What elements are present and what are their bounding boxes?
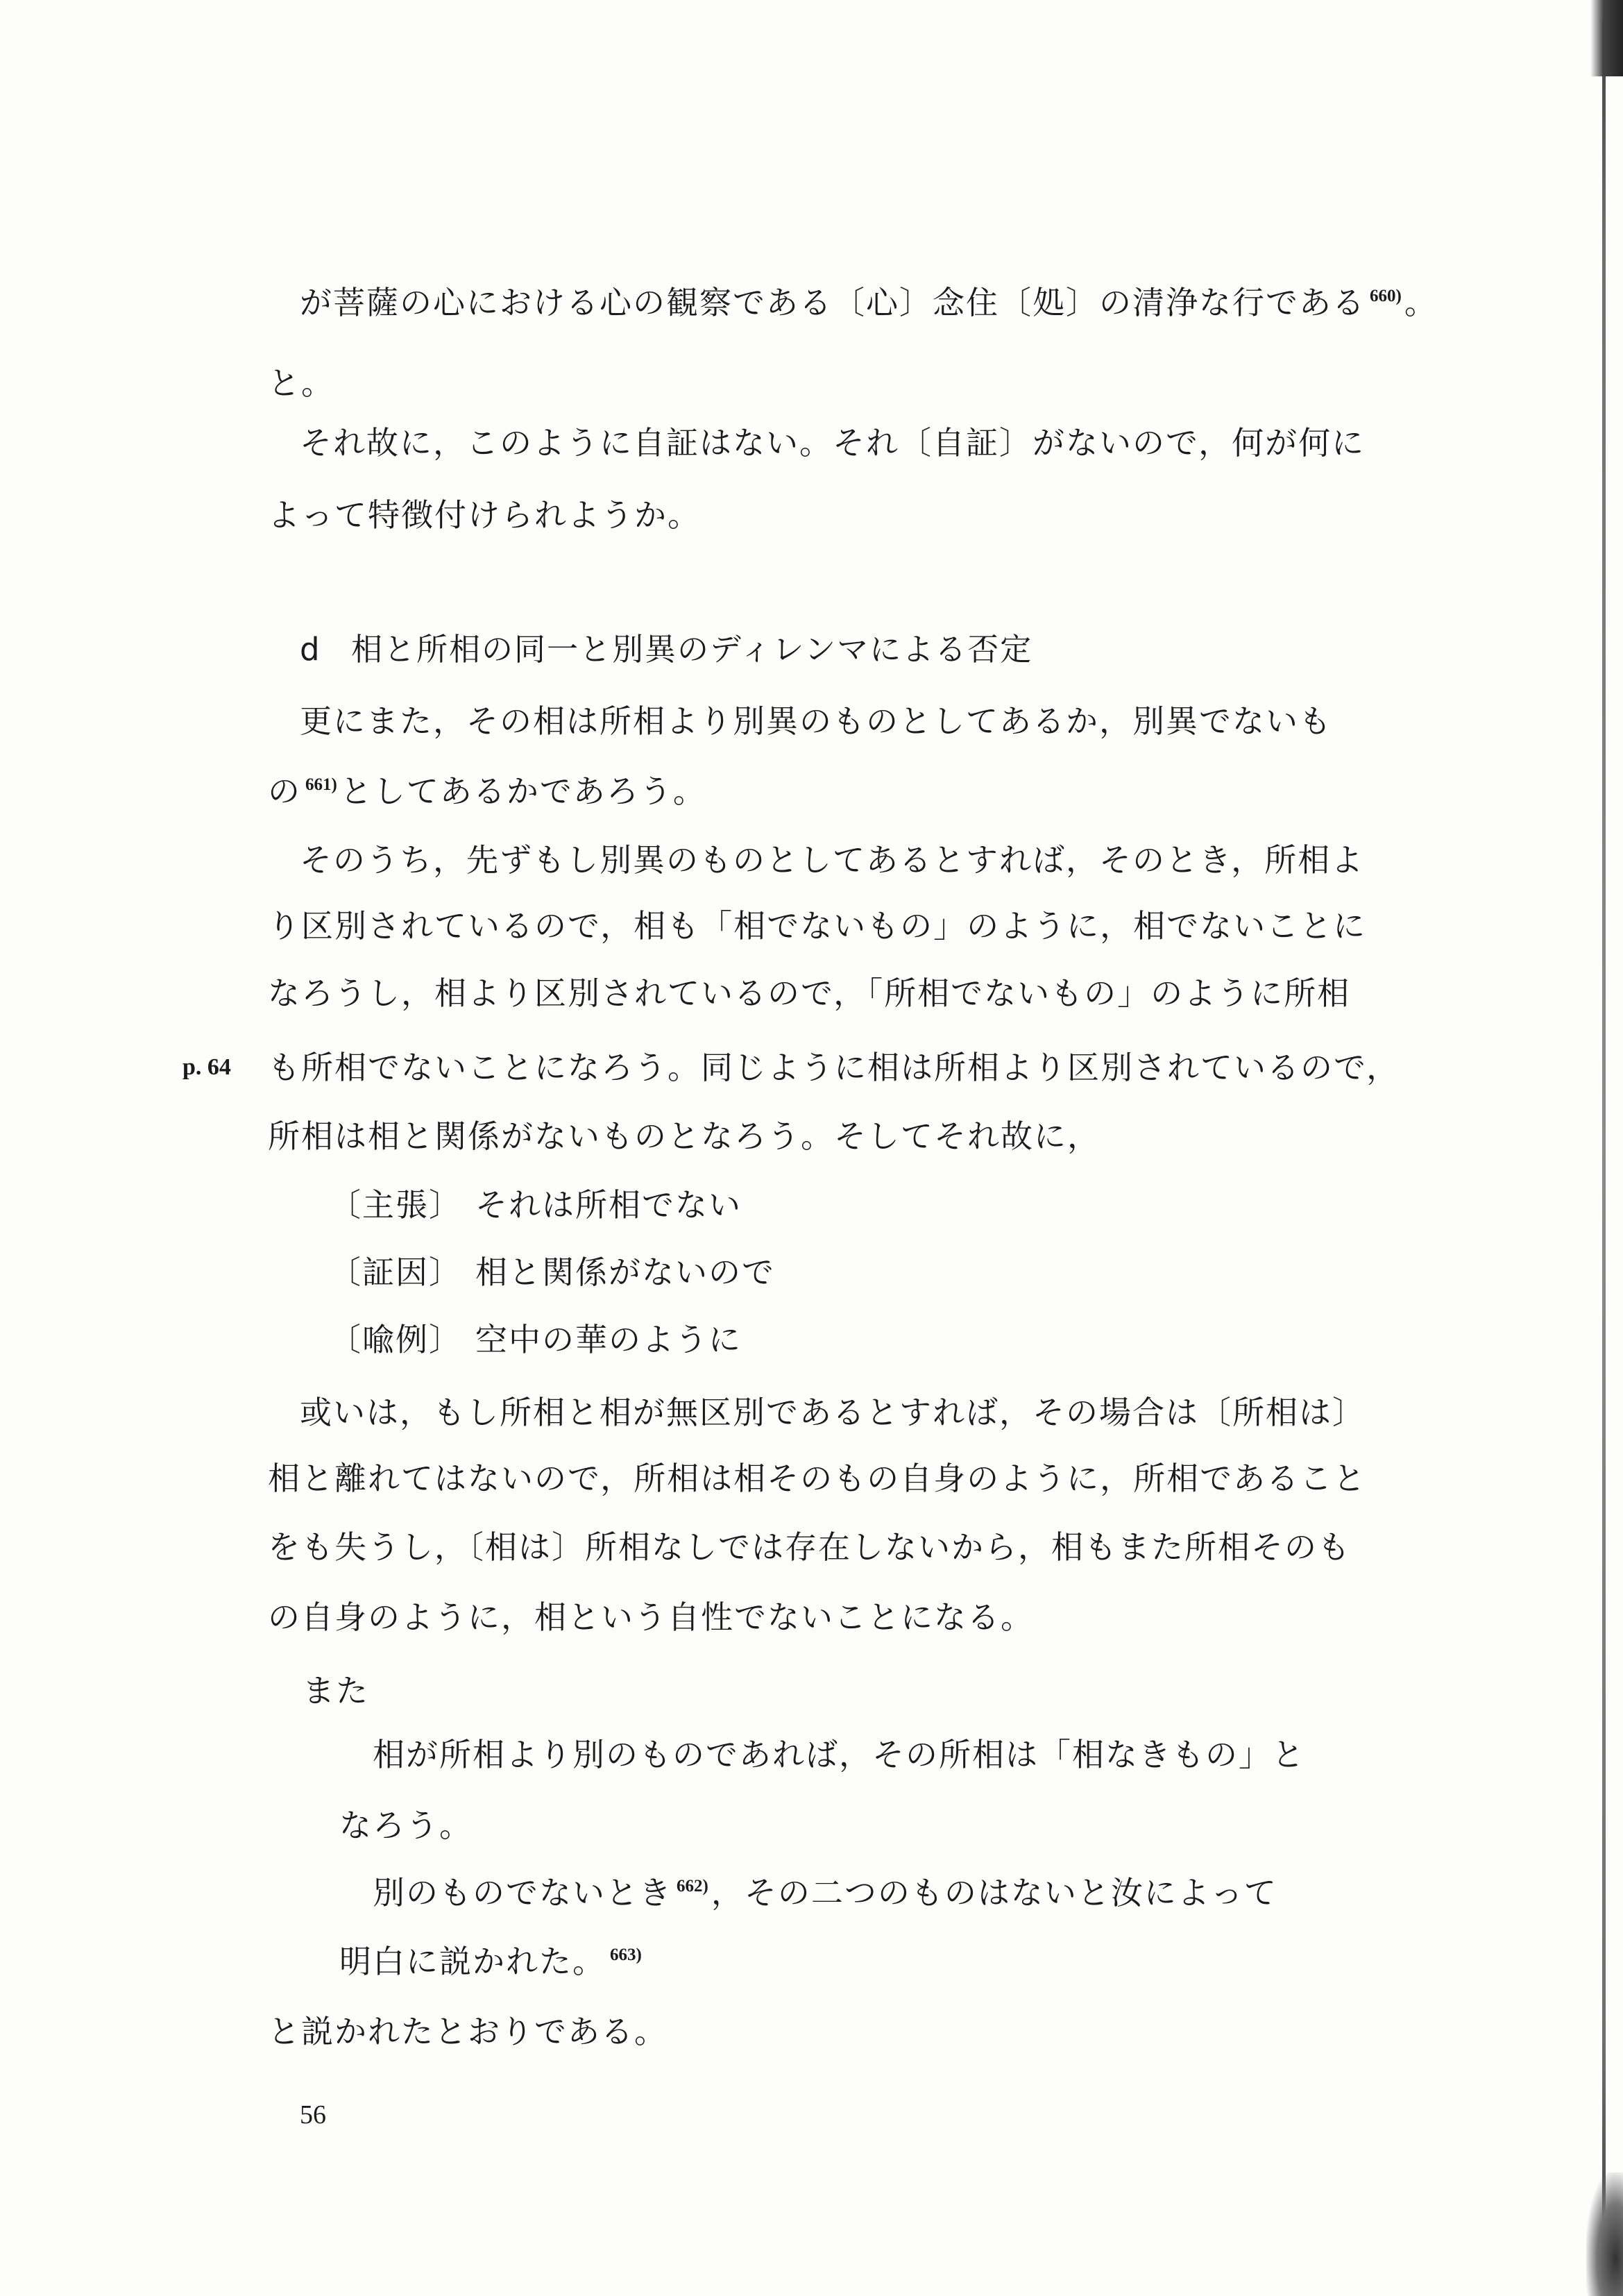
verse-line-3-after: ，その二つのものはないと汝によって xyxy=(711,1874,1277,1911)
intro-line-4: よって特徴付けられようか。 xyxy=(268,496,701,534)
syllogism-text: 空中の華のように xyxy=(475,1321,742,1358)
intro-line-1-after: 。 xyxy=(1404,284,1438,321)
verse-line-1: 相が所相より別のものであれば，その所相は「相なきもの」と xyxy=(373,1736,1305,1773)
syllogism-text: それは所相でない xyxy=(475,1186,742,1224)
body2-line-2: 相と離れてはないので，所相は相そのもの自身のように，所相であること xyxy=(268,1460,1367,1497)
body2-line-3: をも失うし，〔相は〕所相なしでは存在しないから，相もまた所相そのも xyxy=(268,1528,1351,1566)
intro-line-1-text: が菩薩の心における心の観察である〔心〕念住〔処〕の清浄な行である xyxy=(300,284,1366,321)
body2-line-1: 或いは，もし所相と相が無区別であるとすれば，その場合は〔所相は〕 xyxy=(300,1394,1366,1431)
body-line-7: 所相は相と関係がないものとなろう。そしてそれ故に， xyxy=(268,1117,1101,1155)
syllogism-example xyxy=(329,1322,742,1358)
footnote-ref-661: 661) xyxy=(305,775,337,794)
verse-line-4-text: 明白に説かれた。 xyxy=(339,1943,606,1980)
verse-line-4 xyxy=(339,1943,645,1980)
scan-edge-shadow-top xyxy=(1590,0,1623,76)
syllogism-reason xyxy=(329,1254,775,1290)
syllogism-label: 〔主張〕 xyxy=(329,1186,462,1224)
scan-edge-shadow-bottom xyxy=(1586,2172,1623,2296)
body-line-3: そのうち，先ずもし別異のものとしてあるとすれば，そのとき，所相よ xyxy=(300,841,1365,879)
footnote-ref-660: 660) xyxy=(1370,287,1402,305)
section-title: 相と所相の同一と別異のディレンマによる否定 xyxy=(351,631,1033,668)
intro-line-1 xyxy=(300,285,1438,321)
body-line-2-after: としてあるかであろう。 xyxy=(339,773,706,810)
verse-line-3-text: 別のものでないとき xyxy=(373,1874,672,1911)
section-heading xyxy=(300,632,1033,668)
syllogism-thesis xyxy=(329,1187,742,1223)
intro-line-2: と。 xyxy=(268,364,334,402)
body2-line-4: の自身のように，相という自性でないことになる。 xyxy=(268,1598,1034,1636)
verse-line-2: なろう。 xyxy=(339,1807,473,1844)
body2-line-5: また xyxy=(303,1672,369,1710)
scan-edge-line xyxy=(1602,21,1606,2263)
body-line-6: も所相でないことになろう。同じように相は所相より区別されているので， xyxy=(268,1049,1400,1086)
body-line-4: り区別されているので，相も「相でないもの」のように，相でないことに xyxy=(268,907,1367,945)
verse-line-3 xyxy=(373,1875,1277,1911)
footnote-ref-662: 662) xyxy=(677,1877,708,1896)
footnote-ref-663: 663) xyxy=(610,1945,642,1964)
page-number: 56 xyxy=(300,2100,326,2129)
section-letter: d xyxy=(300,631,321,668)
intro-line-3: それ故に，このように自証はない。それ〔自証〕がないので，何が何に xyxy=(300,424,1366,462)
margin-page-reference: p. 64 xyxy=(182,1054,231,1080)
syllogism-text: 相と関係がないので xyxy=(475,1253,775,1291)
syllogism-label: 〔証因〕 xyxy=(329,1253,462,1291)
syllogism-label: 〔喩例〕 xyxy=(329,1321,462,1358)
body-line-2 xyxy=(268,773,706,809)
body-line-1: 更にまた，その相は所相より別異のものとしてあるか，別異でないも xyxy=(300,702,1332,740)
body-line-5: なろうし，相より区別されているので，「所相でないもの」のように所相 xyxy=(268,974,1351,1012)
body-line-2-text: の xyxy=(268,773,301,810)
closing-line: と説かれたとおりである。 xyxy=(268,2013,668,2050)
